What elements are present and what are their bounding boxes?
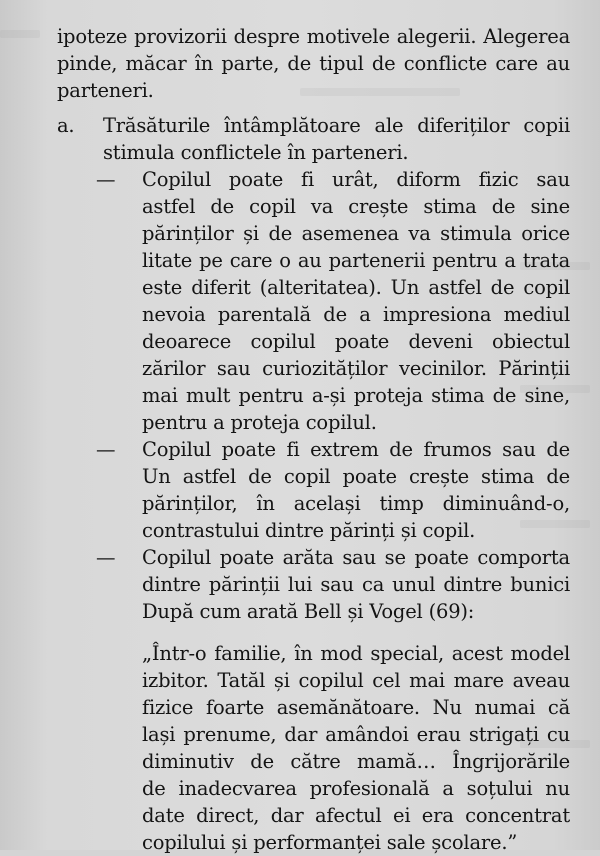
dash-marker: — bbox=[96, 438, 116, 461]
item-a-line: Trăsăturile întâmplătoare ale diferiților copii bbox=[103, 114, 570, 137]
bullet-line: părinților și de asemenea va stimula orice bbox=[142, 222, 570, 245]
bullet-line: părinților, în același timp diminuând-o, bbox=[142, 492, 570, 515]
bullet-line: dintre părinții lui sau ca unul dintre bunici bbox=[142, 573, 570, 596]
bullet-line: contrastului dintre părinți și copil. bbox=[142, 519, 476, 542]
bullet-line: astfel de copil va crește stima de sine bbox=[142, 195, 570, 218]
quote-line: fizice foarte asemănătoare. Nu numai că bbox=[142, 696, 570, 719]
quote-line: izbitor. Tatăl și copilul cel mai mare aveau bbox=[142, 669, 570, 692]
bleed-through-mark bbox=[520, 520, 590, 528]
quote-line: de inadecvarea profesională a soțului nu bbox=[142, 777, 570, 800]
bullet-line: litate pe care o au partenerii pentru a trata bbox=[142, 249, 570, 272]
bullet-line: Copilul poate fi urât, diform fizic sau bbox=[142, 168, 570, 191]
intro-line: ipoteze provizorii despre motivele alegerii. Alegerea bbox=[57, 25, 570, 48]
bullet-line: nevoia parentală de a impresiona mediul bbox=[142, 303, 570, 326]
bleed-through-mark bbox=[0, 30, 40, 38]
bullet-line: mai mult pentru a-și proteja stima de sine, bbox=[142, 384, 570, 407]
item-a-line: stimula conflictele în parteneri. bbox=[103, 141, 409, 164]
quote-line: copilului și performanței sale școlare.” bbox=[142, 831, 518, 854]
bullet-line: este diferit (alteritatea). Un astfel de copil bbox=[142, 276, 570, 299]
quote-line: date direct, dar afectul ei era concentrat bbox=[142, 804, 570, 827]
dash-marker: — bbox=[96, 168, 116, 191]
intro-line: pinde, măcar în parte, de tipul de conflicte care au bbox=[57, 52, 570, 75]
bullet-line: deoarece copilul poate deveni obiectul bbox=[142, 330, 570, 353]
intro-line: parteneri. bbox=[57, 79, 154, 102]
bullet-line: Copilul poate fi extrem de frumos sau de bbox=[142, 438, 570, 461]
list-marker-a: a. bbox=[57, 114, 75, 137]
bullet-line: Copilul poate arăta sau se poate comporta bbox=[142, 546, 570, 569]
bullet-line: pentru a proteja copilul. bbox=[142, 411, 377, 434]
bullet-line: zărilor sau curiozităților vecinilor. Părinții bbox=[142, 357, 570, 380]
bullet-line: Un astfel de copil poate crește stima de bbox=[142, 465, 570, 488]
bleed-through-mark bbox=[300, 88, 460, 96]
bullet-line: După cum arată Bell și Vogel (69): bbox=[142, 600, 475, 623]
quote-line: „Într-o familie, în mod special, acest model bbox=[142, 642, 570, 665]
quote-line: lași prenume, dar amândoi erau strigați cu bbox=[142, 723, 570, 746]
quote-line: diminutiv de către mamă… Îngrijorările bbox=[142, 750, 570, 773]
dash-marker: — bbox=[96, 546, 116, 569]
